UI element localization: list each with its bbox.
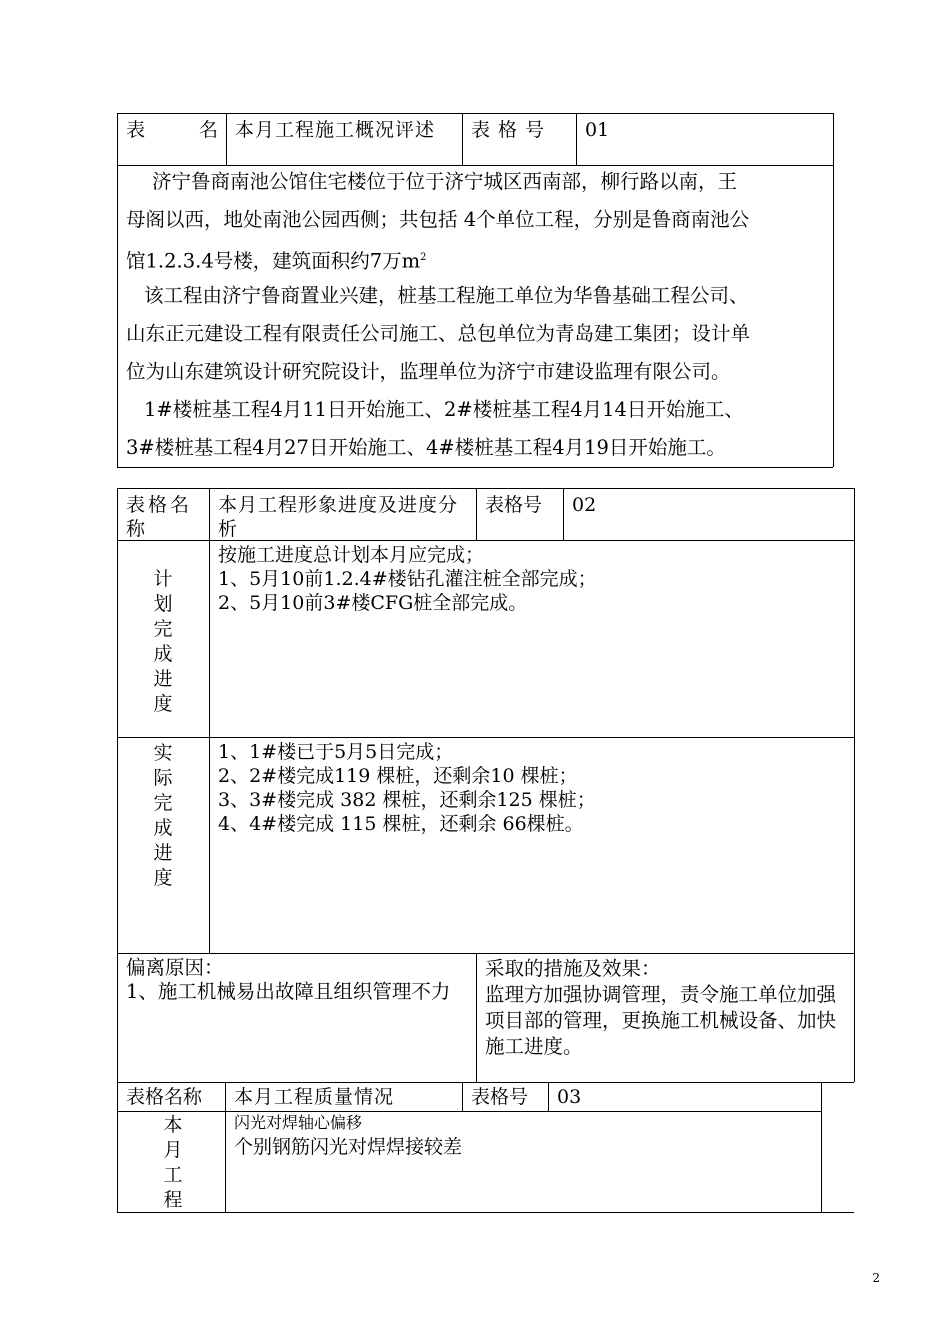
table-2-name-label: 表格名称 (126, 494, 193, 540)
table-1-number-label: 表格号 (471, 119, 553, 141)
table-2-number: 02 (572, 494, 597, 516)
actual-line: 1、1#楼已于5月5日完成； (218, 741, 454, 763)
actual-content (210, 740, 850, 839)
plan-line: 2、5月10前3#楼CFG桩全部完成。 (218, 592, 528, 614)
table-1-para1-line1: 济宁鲁商南池公馆住宅楼位于位于济宁城区西南部，柳行路以南，王 (152, 170, 738, 193)
table-1-name: 本月工程施工概况评述 (235, 119, 436, 141)
plan-label: 计 划 完 成 进 度 (153, 568, 173, 715)
table-2-name: 本月工程形象进度及进度分析 (218, 494, 459, 540)
measures-text: 监理方加强协调管理，责令施工单位加强项目部的管理，更换施工机械设备、加快施工进度。 (485, 983, 837, 1058)
measures-cell (477, 956, 853, 1063)
measures-title: 采取的措施及效果： (485, 957, 661, 980)
table-3-name-label: 表格名称 (126, 1086, 203, 1108)
table-3-side-label: 本 月 工 程 (163, 1114, 183, 1211)
table-3-line1: 闪光对焊轴心偏移 (234, 1113, 363, 1132)
table-3-name: 本月工程质量情况 (234, 1086, 395, 1108)
table-3-number: 03 (557, 1086, 582, 1108)
table-3-number-label: 表格号 (471, 1086, 529, 1108)
table-1-para1-line3: 馆1.2.3.4号楼，建筑面积约7万$m^2$ (126, 249, 427, 273)
table-1-para3-line2: 3#楼桩基工程4月27日开始施工、4#楼桩基工程4月19日开始施工。 (126, 436, 726, 459)
plan-content (210, 543, 850, 618)
table-1-para2-line1: 该工程由济宁鲁商置业兴建，桩基工程施工单位为华鲁基础工程公司、 (144, 284, 749, 307)
deviation-title: 偏离原因： (126, 956, 224, 979)
table-1-number: 01 (585, 119, 610, 141)
deviation-cell (118, 956, 476, 1007)
deviation-text: 1、施工机械易出故障且组织管理不力 (126, 980, 451, 1003)
actual-line: 3、3#楼完成 382 棵桩，还剩余125 棵桩； (218, 789, 596, 811)
actual-label: 实 际 完 成 进 度 (153, 742, 173, 889)
table-1-name-label: 表 名 (126, 119, 218, 141)
table-1-para1-line2: 母阁以西，地处南池公园西侧；共包括 4个单位工程，分别是鲁商南池公 (126, 208, 750, 231)
table-2-number-label: 表格号 (485, 494, 543, 516)
table-1-para3-line1: 1#楼桩基工程4月11日开始施工、2#楼桩基工程4月14日开始施工、 (144, 398, 744, 421)
plan-line: 按施工进度总计划本月应完成； (218, 544, 485, 566)
page-number: 2 (872, 1271, 880, 1285)
actual-line: 2、2#楼完成119 棵桩，还剩余10 棵桩； (218, 765, 578, 787)
actual-line: 4、4#楼完成 115 棵桩，还剩余 66棵桩。 (218, 813, 584, 835)
table-1-para2-line3: 位为山东建筑设计研究院设计，监理单位为济宁市建设监理有限公司。 (126, 360, 731, 383)
table-1-para2-line2: 山东正元建设工程有限责任公司施工、总包单位为青岛建工集团；设计单 (126, 322, 751, 345)
table-3-line2: 个别钢筋闪光对焊焊接较差 (234, 1136, 463, 1158)
plan-line: 1、5月10前1.2.4#楼钻孔灌注桩全部完成； (218, 568, 597, 590)
